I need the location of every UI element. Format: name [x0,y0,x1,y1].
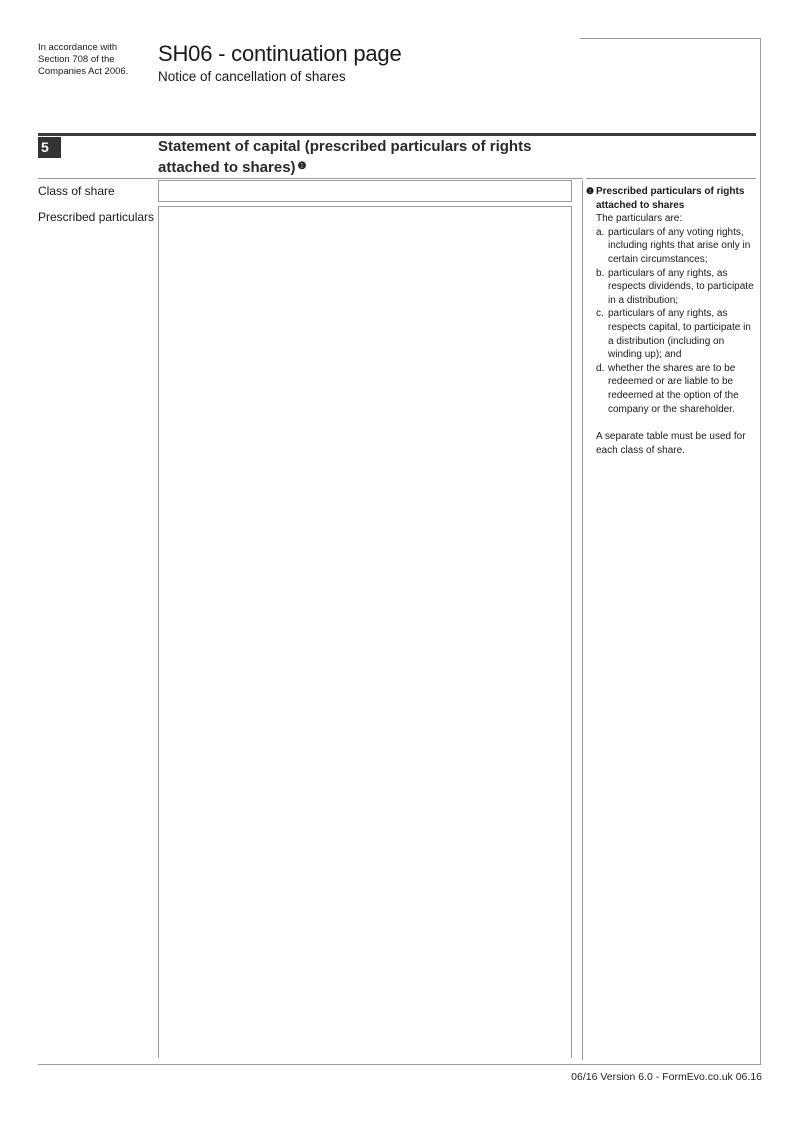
guidance-item-text: particulars of any rights, as respects capital, to participate in a distribution (including on winding up); and [608,308,751,361]
guidance-top-rule [586,178,756,179]
frame-right-rule [760,38,761,1064]
guidance-item-text: particulars of any rights, as respects dividends, to participate in a distribution; [608,267,754,306]
frame-top-rule [580,38,761,39]
section-number-badge: 5 [38,137,61,158]
guidance-item [586,362,758,416]
guidance-intro: The particulars are: [596,213,683,225]
prescribed-particulars-label: Prescribed particulars [38,210,155,224]
guidance-divider [582,180,583,1060]
section-title-text: Statement of capital (prescribed particulars of rights attached to shares) [158,138,532,176]
form-title: SH06 - continuation page [158,41,402,66]
prescribed-particulars-input[interactable] [158,206,572,1058]
guidance-heading-text: Prescribed particulars of rights attached to shares [596,186,745,211]
section-divider [38,133,756,136]
class-of-share-label: Class of share [38,184,115,198]
footer-rule [38,1064,761,1065]
guidance-footer: A separate table must be used for each class of share. [596,431,746,456]
form-top-rule [38,178,583,179]
note-reference-icon: ❶ [297,161,307,172]
guidance-item [586,307,758,361]
guidance-heading [586,185,758,212]
guidance-panel [586,185,758,457]
note-marker-icon: ❶ [586,186,595,196]
guidance-item-text: whether the shares are to be redeemed or are liable to be redeemed at the option of the company or the shareholder. [608,362,739,415]
guidance-item-letter: d. [596,362,605,374]
guidance-item-text: particulars of any voting rights, including rights that arise only in certain circumstances; [608,226,751,265]
guidance-item [586,226,758,267]
legal-note: In accordance with Section 708 of the Companies Act 2006. [38,42,129,77]
guidance-item-letter: c. [596,308,604,320]
guidance-list [586,226,758,416]
guidance-item-letter: b. [596,267,605,279]
guidance-item [586,267,758,308]
guidance-item-letter: a. [596,226,605,238]
version-footer: 06/16 Version 6.0 - FormEvo.co.uk 06.16 [571,1071,762,1083]
section-title [158,137,568,178]
form-subtitle: Notice of cancellation of shares [158,69,346,84]
class-of-share-input[interactable] [158,180,572,202]
